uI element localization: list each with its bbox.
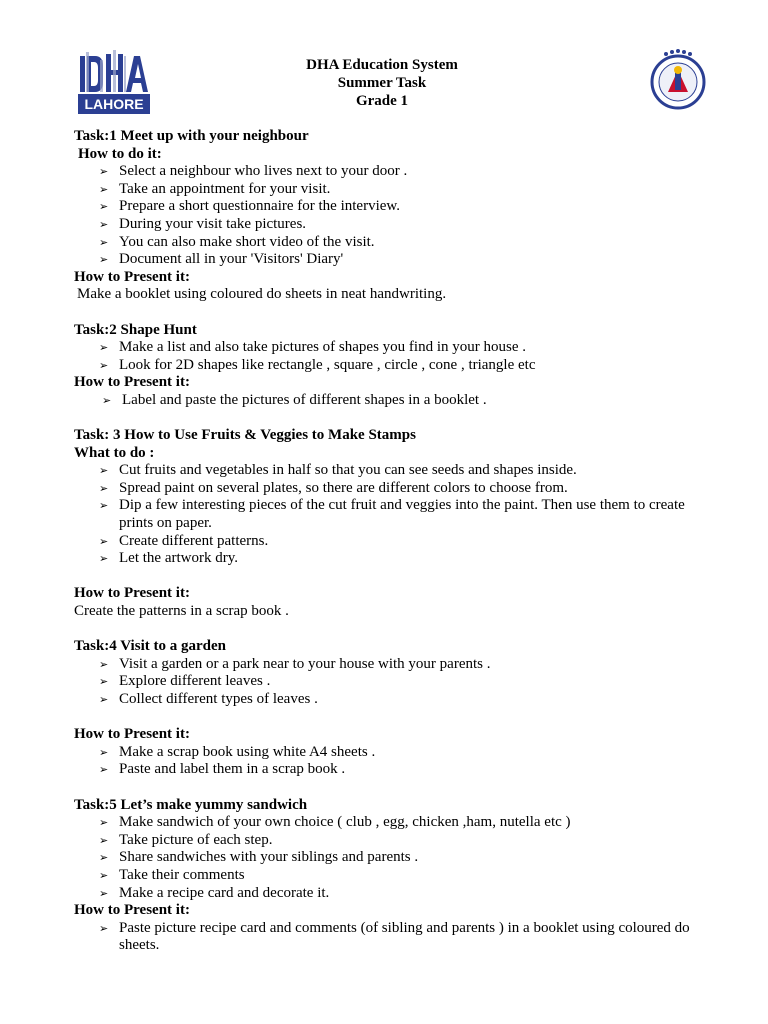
- task-1-steps: [74, 163, 714, 269]
- list-item: ➢ Make a recipe card and decorate it.: [99, 884, 330, 901]
- list-item: ➢ Collect different types of leaves .: [99, 691, 318, 707]
- list-item: ➢ Label and paste the pictures of different shapes in a booklet .: [102, 391, 487, 408]
- list-item: ➢ Spread paint on several plates, so there are different colors to choose from.: [99, 479, 568, 496]
- arrow-bullet-icon: ➢: [99, 481, 109, 495]
- task-5-present-list: [74, 920, 714, 955]
- task-2-steps: [74, 339, 714, 374]
- task-1-present-text: Make a booklet using coloured do sheets in neat handwriting.: [77, 286, 447, 303]
- arrow-bullet-icon: ➢: [99, 464, 109, 478]
- arrow-bullet-icon: ➢: [102, 393, 112, 407]
- list-item: ➢ Take picture of each step.: [99, 831, 273, 848]
- arrow-bullet-icon: ➢: [99, 182, 109, 196]
- list-item: ➢ Take an appointment for your visit.: [99, 180, 331, 197]
- arrow-bullet-icon: ➢: [99, 657, 109, 671]
- list-item: ➢ Cut fruits and vegetables in half so that you can see seeds and shapes inside.: [99, 462, 577, 479]
- task-3-title: Task: 3 How to Use Fruits & Veggies to Make Stamps: [74, 427, 416, 444]
- task-2-title: Task:2 Shape Hunt: [74, 321, 197, 338]
- task-5-title: Task:5 Let’s make yummy sandwich: [74, 796, 308, 813]
- arrow-bullet-icon: ➢: [99, 693, 109, 706]
- list-item: ➢ Paste picture recipe card and comments (of sibling and parents ) in a booklet using coloured do sheets.: [99, 919, 690, 954]
- list-item: ➢ Make a scrap book using white A4 sheets .: [99, 743, 376, 760]
- task-3: [74, 427, 714, 621]
- task-1-present-title: How to Present it:: [74, 268, 190, 285]
- list-item: ➢ Let the artwork dry.: [99, 550, 238, 567]
- arrow-bullet-icon: ➢: [99, 868, 109, 882]
- arrow-bullet-icon: ➢: [99, 358, 109, 372]
- list-item: ➢ Dip a few interesting pieces of the cut fruit and veggies into the paint. Then use them to create prints on paper.: [99, 497, 685, 532]
- list-item: ➢ Document all in your 'Visitors' Diary': [99, 251, 344, 268]
- arrow-bullet-icon: ➢: [99, 921, 109, 935]
- arrow-bullet-icon: ➢: [99, 745, 109, 759]
- task-1-how-to-do: How to do it:: [78, 145, 162, 162]
- arrow-bullet-icon: ➢: [99, 534, 109, 548]
- list-item: ➢ You can also make short video of the visit.: [99, 233, 375, 250]
- list-item: ➢ Make a list and also take pictures of shapes you find in your house .: [99, 339, 526, 356]
- arrow-bullet-icon: ➢: [99, 675, 109, 689]
- task-5-present-title: How to Present it:: [74, 902, 190, 919]
- arrow-bullet-icon: ➢: [99, 217, 109, 231]
- task-4-steps: [74, 656, 714, 709]
- list-item: ➢ During your visit take pictures.: [99, 215, 307, 232]
- header-line-2: Summer Task: [337, 75, 427, 91]
- arrow-bullet-icon: ➢: [99, 235, 109, 249]
- list-item: ➢ Visit a garden or a park near to your house with your parents .: [99, 655, 491, 672]
- arrow-bullet-icon: ➢: [99, 851, 109, 865]
- task-2-present-title: How to Present it:: [74, 374, 190, 391]
- list-item: ➢ Make sandwich of your own choice ( club , egg, chicken ,ham, nutella etc ): [99, 814, 571, 831]
- task-4-title: Task:4 Visit to a garden: [74, 638, 226, 655]
- arrow-bullet-icon: ➢: [99, 833, 109, 847]
- list-item: ➢ Paste and label them in a scrap book .: [99, 761, 346, 778]
- list-item: ➢ Prepare a short questionnaire for the interview.: [99, 198, 401, 215]
- task-1: [74, 128, 714, 304]
- dha-logo-text: LAHORE: [84, 96, 144, 112]
- task-5-steps: [74, 814, 714, 902]
- task-4: [74, 638, 714, 779]
- task-list: [74, 128, 714, 955]
- arrow-bullet-icon: ➢: [99, 763, 109, 777]
- arrow-bullet-icon: ➢: [99, 816, 109, 830]
- arrow-bullet-icon: ➢: [99, 165, 109, 179]
- list-item: ➢ Create different patterns.: [99, 532, 269, 549]
- list-item: ➢ Look for 2D shapes like rectangle , square , circle , cone , triangle etc: [99, 356, 536, 373]
- task-3-what-to-do: What to do :: [74, 444, 155, 461]
- list-item: ➢ Take their comments: [99, 866, 245, 883]
- arrow-bullet-icon: ➢: [99, 499, 109, 513]
- list-item: ➢ Select a neighbour who lives next to your door .: [99, 163, 408, 180]
- task-3-present-text: Create the patterns in a scrap book .: [74, 603, 289, 620]
- list-item: ➢ Share sandwiches with your siblings and parents .: [99, 849, 419, 866]
- arrow-bullet-icon: ➢: [99, 886, 109, 900]
- task-2-present-list: [74, 392, 714, 410]
- header-line-1: DHA Education System: [306, 57, 458, 73]
- task-5: [74, 797, 714, 955]
- header-line-3: Grade 1: [355, 93, 409, 109]
- document-header: [0, 56, 768, 110]
- arrow-bullet-icon: ➢: [99, 341, 109, 355]
- arrow-bullet-icon: ➢: [99, 253, 109, 267]
- task-1-title: Task:1 Meet up with your neighbour: [74, 128, 309, 144]
- task-3-steps: [74, 462, 714, 568]
- task-4-present-title: How to Present it:: [74, 726, 190, 743]
- list-item: ➢ Explore different leaves .: [99, 673, 271, 690]
- task-3-present-title: How to Present it:: [74, 585, 190, 602]
- task-4-present-list: [74, 744, 714, 779]
- arrow-bullet-icon: ➢: [99, 200, 109, 214]
- arrow-bullet-icon: ➢: [99, 552, 109, 566]
- task-2: [74, 322, 714, 410]
